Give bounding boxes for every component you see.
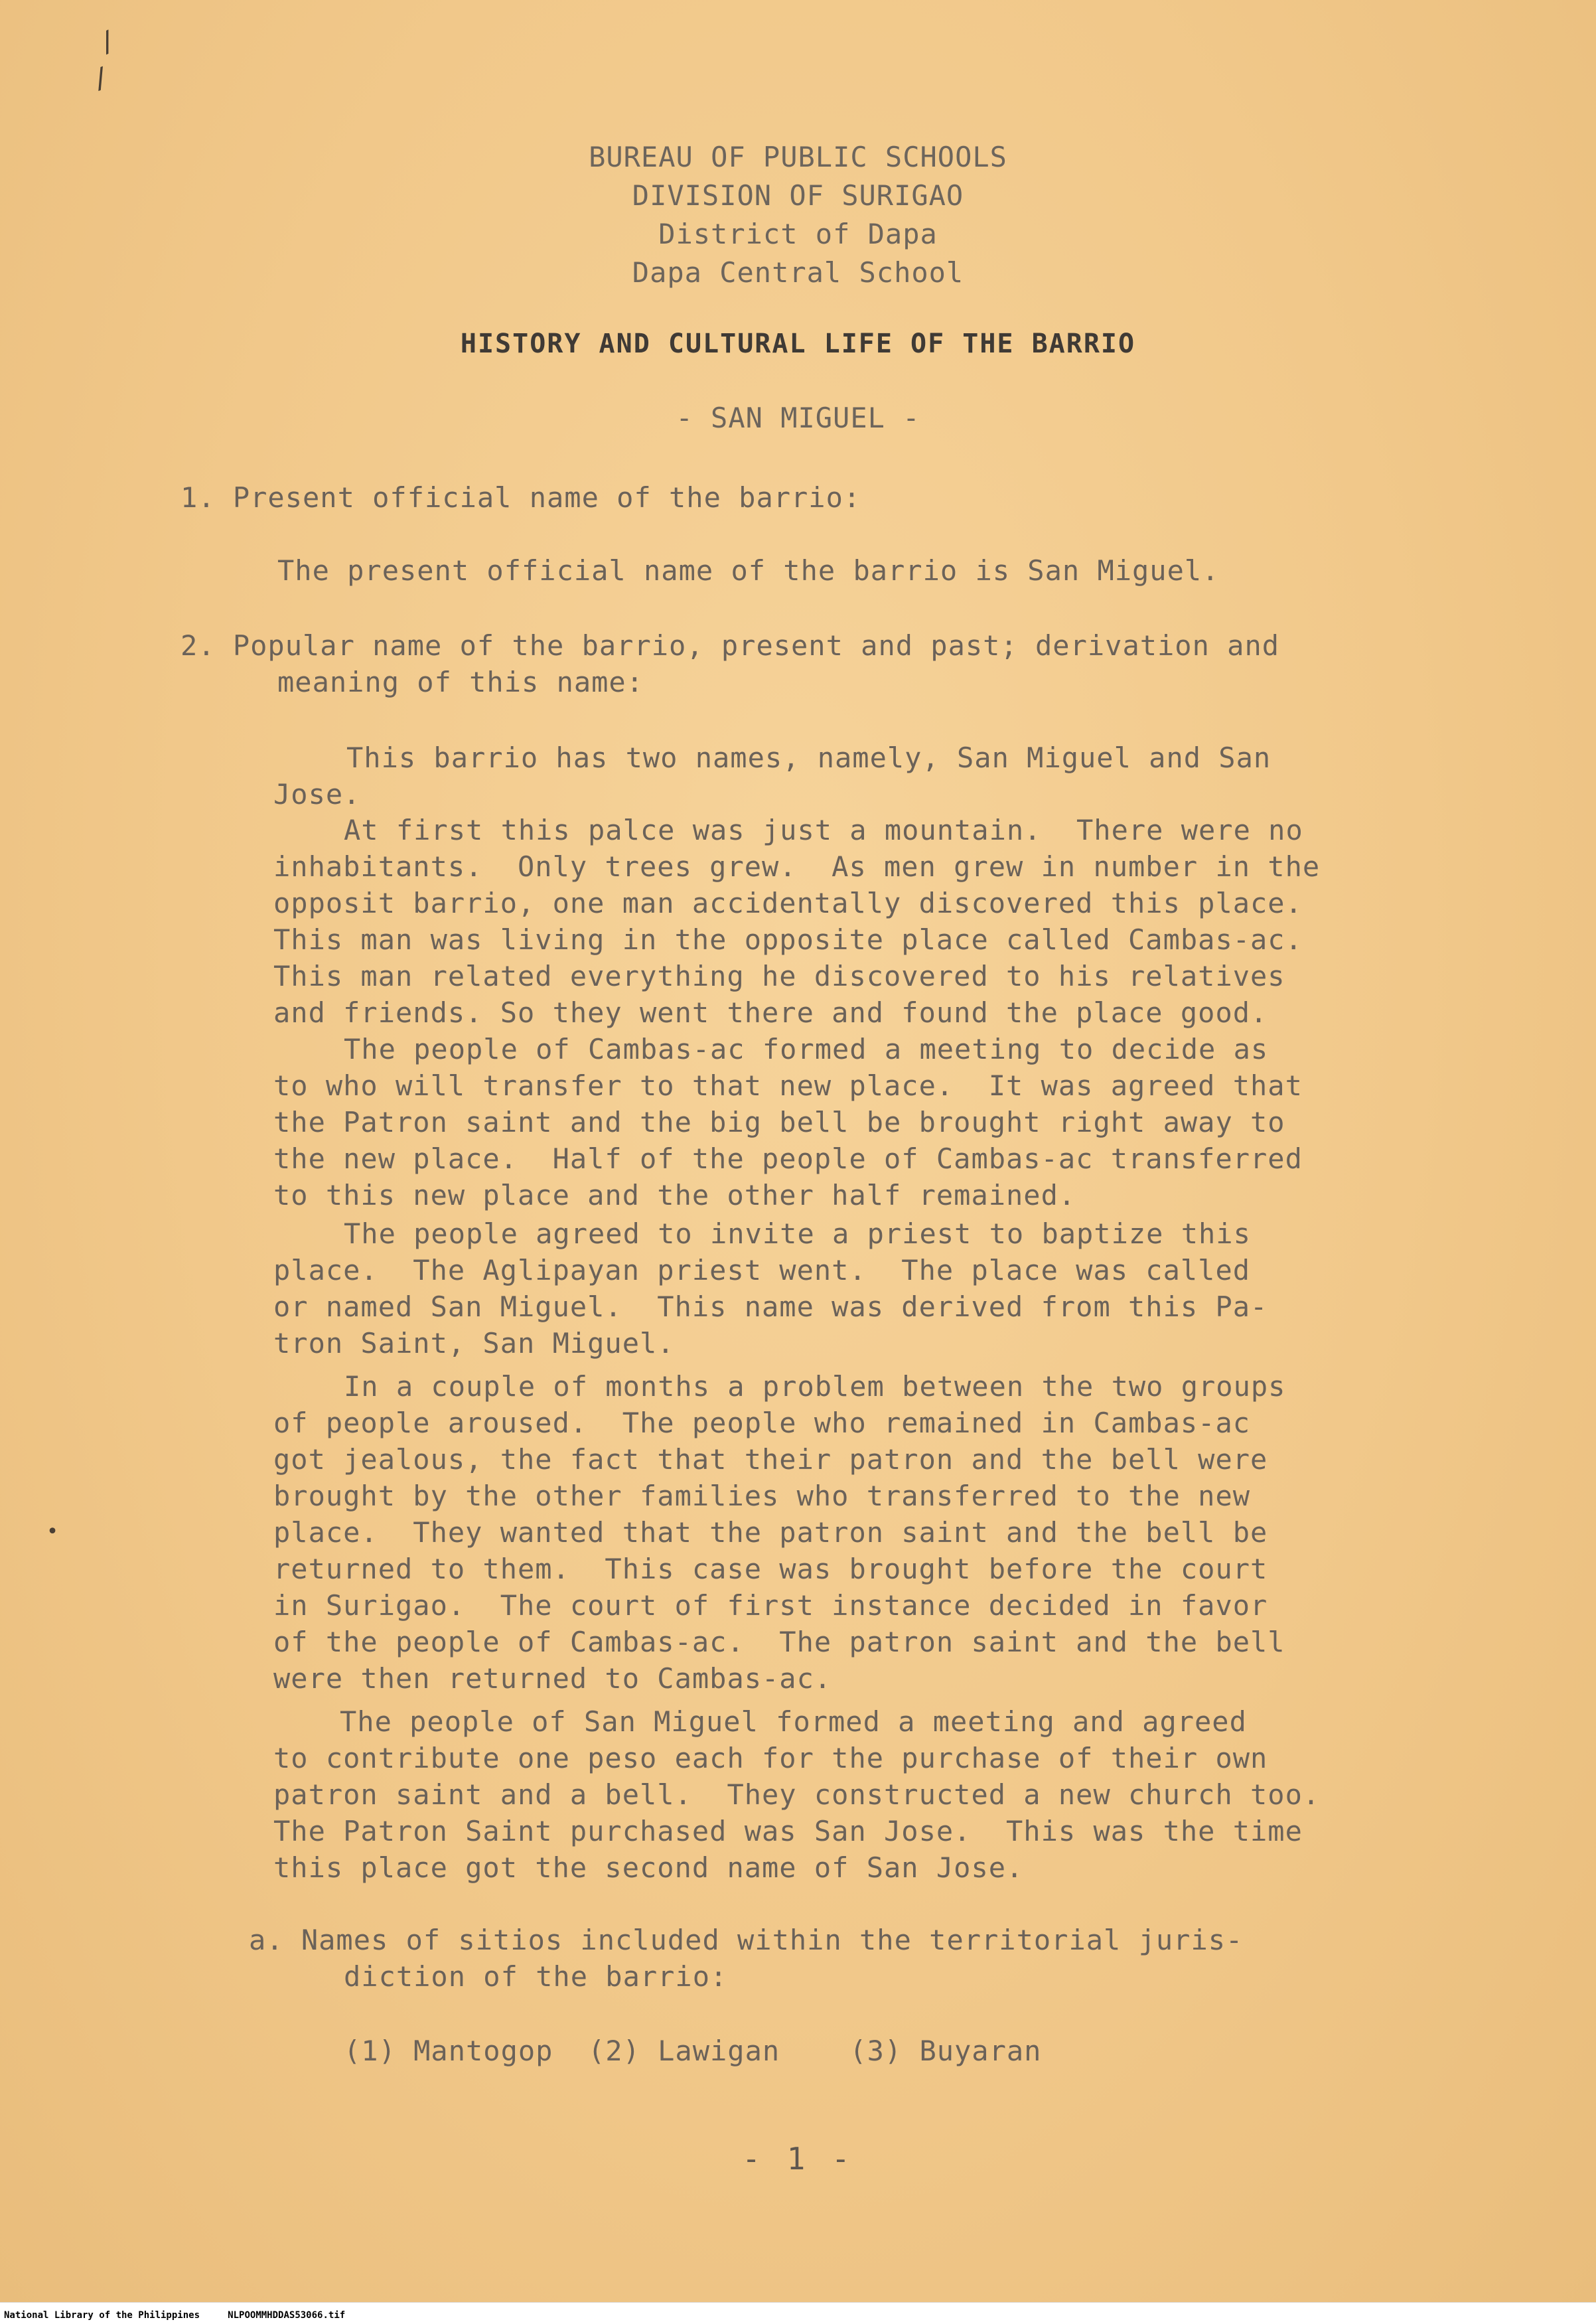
body-line: patron saint and a bell. They constructed a new church too. bbox=[273, 1778, 1321, 1811]
body-line: the new place. Half of the people of Cambas-ac transferred bbox=[273, 1142, 1303, 1175]
scan-footer-text bbox=[4, 2310, 345, 2321]
document-title: HISTORY AND CULTURAL LIFE OF THE BARRIO bbox=[460, 329, 1136, 359]
body-line: were then returned to Cambas-ac. bbox=[273, 1662, 832, 1695]
stray-mark-icon: / bbox=[88, 61, 114, 96]
body-line: place. They wanted that the patron saint and the bell be bbox=[273, 1516, 1268, 1549]
section1-answer: The present official name of the barrio is San Miguel. bbox=[277, 554, 1220, 587]
body-line: in Surigao. The court of first instance decided in favor bbox=[273, 1589, 1268, 1622]
body-line: tron Saint, San Miguel. bbox=[273, 1327, 675, 1359]
ink-dot-icon: • bbox=[46, 1520, 59, 1543]
page-number: - 1 - bbox=[742, 2141, 854, 2177]
body-line: inhabitants. Only trees grew. As men grew in number in the bbox=[273, 850, 1321, 883]
body-line: this place got the second name of San Jose. bbox=[273, 1851, 1024, 1884]
sitios-list: (1) Mantogop (2) Lawigan (3) Buyaran bbox=[344, 2035, 1042, 2067]
body-line: of the people of Cambas-ac. The patron saint and the bell bbox=[273, 1626, 1285, 1658]
body-line: This man was living in the opposite place called Cambas-ac. bbox=[273, 923, 1303, 956]
section2a-heading-line1: a. Names of sitios included within the territorial juris- bbox=[249, 1924, 1244, 1956]
section2a-heading-line2: diction of the barrio: bbox=[344, 1960, 728, 1993]
file-id: NLPOOMMHDDAS53066.tif bbox=[228, 2310, 346, 2321]
body-line: to who will transfer to that new place. It was agreed that bbox=[273, 1069, 1303, 1102]
body-line: In a couple of months a problem between the two groups bbox=[344, 1370, 1286, 1403]
section2-heading-line1: 2. Popular name of the barrio, present and past; derivation and bbox=[181, 629, 1280, 662]
body-line: At first this palce was just a mountain. There were no bbox=[344, 814, 1303, 846]
body-line: The Patron Saint purchased was San Jose. This was the time bbox=[273, 1815, 1303, 1847]
barrio-subtitle: - SAN MIGUEL - bbox=[676, 402, 920, 434]
stray-mark-icon: / bbox=[94, 25, 121, 59]
bureau-line: BUREAU OF PUBLIC SCHOOLS bbox=[589, 141, 1007, 173]
division-line: DIVISION OF SURIGAO bbox=[632, 179, 964, 212]
body-line: The people agreed to invite a priest to baptize this bbox=[344, 1217, 1251, 1250]
body-line: place. The Aglipayan priest went. The place was called bbox=[273, 1254, 1251, 1286]
body-line: to this new place and the other half remained. bbox=[273, 1179, 1076, 1211]
school-line: Dapa Central School bbox=[632, 256, 964, 289]
body-line: Jose. bbox=[273, 778, 361, 811]
body-line: opposit barrio, one man accidentally discovered this place. bbox=[273, 887, 1303, 919]
body-line: got jealous, the fact that their patron and the bell were bbox=[273, 1443, 1268, 1476]
library-name: National Library of the Philippines bbox=[4, 2310, 200, 2321]
body-line: brought by the other families who transferred to the new bbox=[273, 1480, 1251, 1512]
body-line: This man related everything he discovered to his relatives bbox=[273, 960, 1285, 992]
body-line: and friends. So they went there and found the place good. bbox=[273, 996, 1268, 1029]
body-line: The people of Cambas-ac formed a meeting to decide as bbox=[344, 1033, 1269, 1065]
body-line: This barrio has two names, namely, San Miguel and San bbox=[346, 741, 1271, 774]
body-line: or named San Miguel. This name was derived from this Pa- bbox=[273, 1290, 1268, 1323]
body-line: to contribute one peso each for the purchase of their own bbox=[273, 1742, 1268, 1774]
body-line: the Patron saint and the big bell be brought right away to bbox=[273, 1106, 1285, 1138]
body-line: returned to them. This case was brought before the court bbox=[273, 1553, 1268, 1585]
body-line: of people aroused. The people who remained in Cambas-ac bbox=[273, 1407, 1251, 1439]
section1-heading: 1. Present official name of the barrio: bbox=[181, 481, 861, 514]
district-line: District of Dapa bbox=[658, 218, 938, 250]
body-line: The people of San Miguel formed a meeting and agreed bbox=[340, 1705, 1247, 1738]
section2-heading-line2: meaning of this name: bbox=[277, 666, 644, 698]
